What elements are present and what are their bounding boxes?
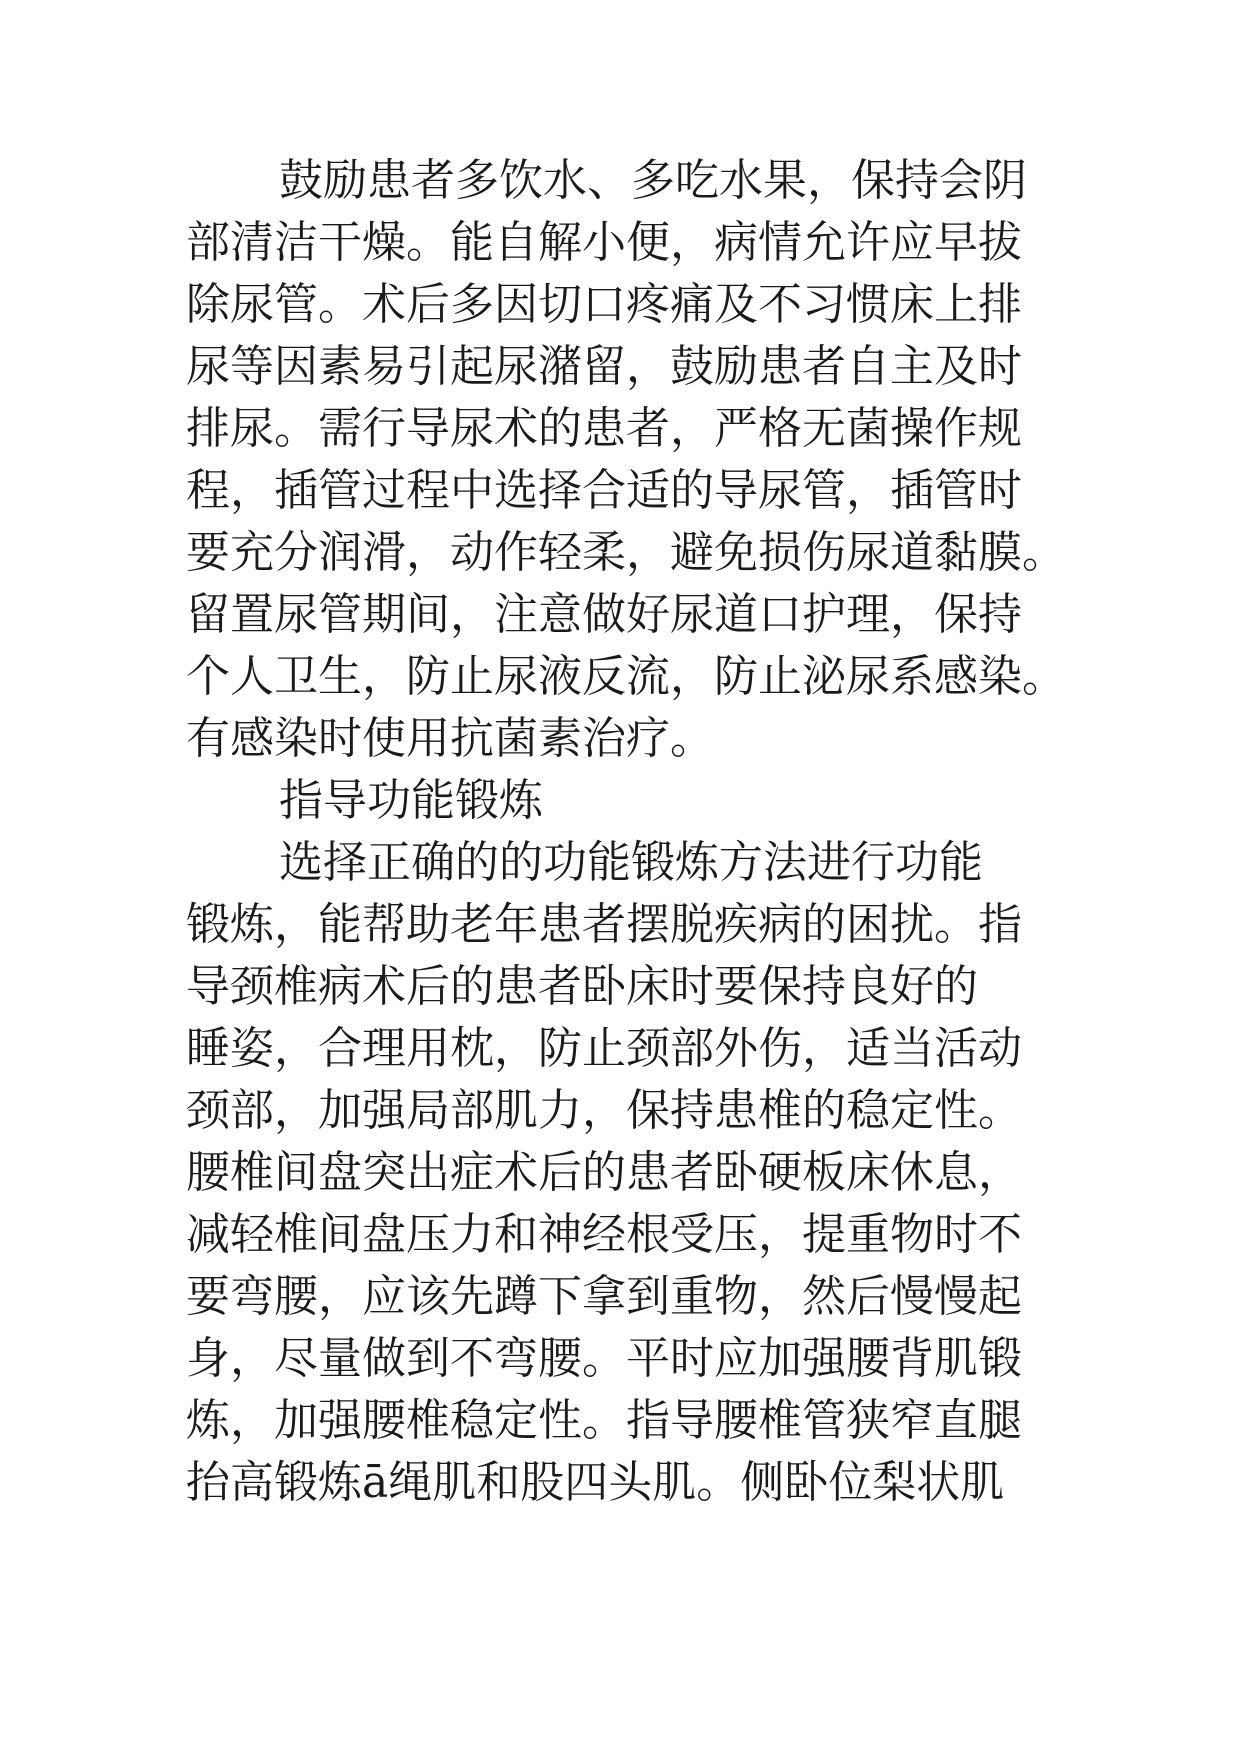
text-line: 选择正确的的功能锻炼方法进行功能 xyxy=(279,837,983,888)
text-line: 减轻椎间盘压力和神经根受压，提重物时不 xyxy=(186,1209,1022,1260)
text-line: 导颈椎病术后的患者卧床时要保持良好的 xyxy=(186,961,978,1012)
text-line: 腰椎间盘突出症术后的患者卧硬板床休息， xyxy=(186,1147,1022,1198)
text-line: 颈部，加强局部肌力，保持患椎的稳定性。 xyxy=(186,1085,1022,1136)
text-line: 留置尿管期间，注意做好尿道口护理，保持 xyxy=(186,589,1022,640)
text-line: 除尿管。术后多因切口疼痛及不习惯床上排 xyxy=(186,279,1022,330)
text-line: 抬高锻炼ā绳肌和股四头肌。侧卧位梨状肌 xyxy=(186,1457,1005,1508)
text-line: 身，尽量做到不弯腰。平时应加强腰背肌锻 xyxy=(186,1333,1022,1384)
text-line: 要充分润滑，动作轻柔，避免损伤尿道黏膜。 xyxy=(186,527,1066,578)
text-line: 部清洁干燥。能自解小便，病情允许应早拔 xyxy=(186,217,1022,268)
section-heading: 指导功能锻炼 xyxy=(279,775,543,826)
text-line: 锻炼，能帮助老年患者摆脱疾病的困扰。指 xyxy=(186,899,1022,950)
text-line: 个人卫生，防止尿液反流，防止泌尿系感染。 xyxy=(186,651,1066,702)
text-line: 炼，加强腰椎稳定性。指导腰椎管狭窄直腿 xyxy=(186,1395,1022,1446)
text-line: 有感染时使用抗菌素治疗。 xyxy=(186,713,714,764)
text-line: 鼓励患者多饮水、多吃水果，保持会阴 xyxy=(279,155,1027,206)
text-line: 程，插管过程中选择合适的导尿管，插管时 xyxy=(186,465,1022,516)
body-text xyxy=(186,150,1066,1514)
text-line: 尿等因素易引起尿潴留，鼓励患者自主及时 xyxy=(186,341,1022,392)
text-line: 排尿。需行导尿术的患者，严格无菌操作规 xyxy=(186,403,1022,454)
text-line: 睡姿，合理用枕，防止颈部外伤，适当活动 xyxy=(186,1023,1022,1074)
text-line: 要弯腰，应该先蹲下拿到重物，然后慢慢起 xyxy=(186,1271,1022,1322)
